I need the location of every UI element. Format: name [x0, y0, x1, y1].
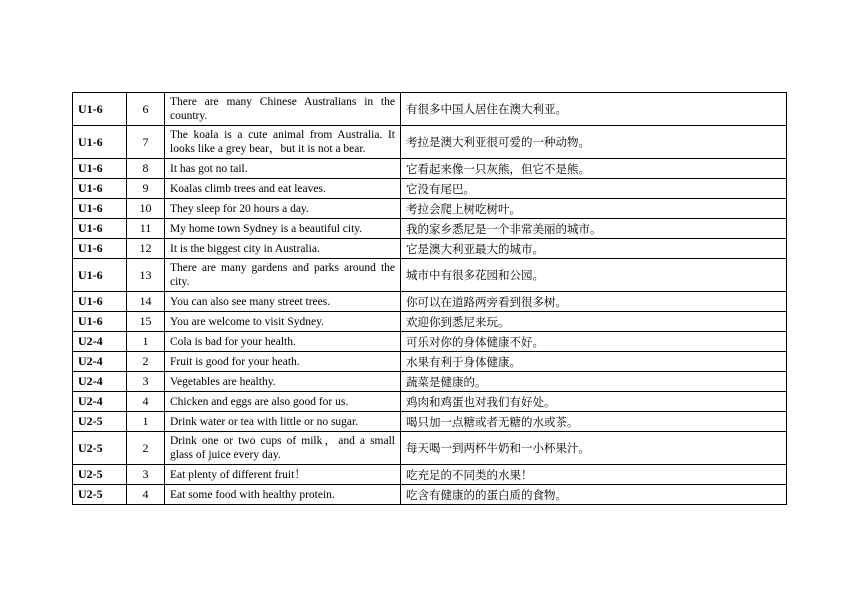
table-row [73, 412, 787, 432]
chinese-translation-cell: 喝只加一点糖或者无糖的水或茶。 [401, 412, 787, 432]
unit-cell: U1-6 [73, 312, 127, 332]
sentence-table-body [73, 93, 787, 505]
number-cell: 8 [127, 159, 165, 179]
table-row [73, 312, 787, 332]
chinese-translation-cell: 你可以在道路两旁看到很多树。 [401, 292, 787, 312]
chinese-translation-cell: 它没有尾巴。 [401, 179, 787, 199]
chinese-translation-cell: 它是澳大利亚最大的城市。 [401, 239, 787, 259]
unit-cell: U2-4 [73, 332, 127, 352]
number-cell: 4 [127, 392, 165, 412]
chinese-translation-cell: 有很多中国人居住在澳大利亚。 [401, 93, 787, 126]
english-sentence-cell: Drink water or tea with little or no sugar. [165, 412, 401, 432]
english-sentence-cell: There are many Chinese Australians in the country. [165, 93, 401, 126]
english-sentence-cell: They sleep for 20 hours a day. [165, 199, 401, 219]
unit-cell: U2-5 [73, 465, 127, 485]
table-row [73, 465, 787, 485]
table-row [73, 159, 787, 179]
number-cell: 9 [127, 179, 165, 199]
english-sentence-cell: Vegetables are healthy. [165, 372, 401, 392]
table-row [73, 392, 787, 412]
unit-cell: U1-6 [73, 93, 127, 126]
chinese-translation-cell: 考拉会爬上树吃树叶。 [401, 199, 787, 219]
number-cell: 13 [127, 259, 165, 292]
unit-cell: U1-6 [73, 259, 127, 292]
number-cell: 1 [127, 332, 165, 352]
table-row [73, 179, 787, 199]
unit-cell: U1-6 [73, 159, 127, 179]
unit-cell: U1-6 [73, 199, 127, 219]
chinese-translation-cell: 吃含有健康的的蛋白质的食物。 [401, 485, 787, 505]
unit-cell: U1-6 [73, 219, 127, 239]
table-row [73, 93, 787, 126]
number-cell: 3 [127, 465, 165, 485]
unit-cell: U1-6 [73, 179, 127, 199]
table-row [73, 332, 787, 352]
chinese-translation-cell: 水果有利于身体健康。 [401, 352, 787, 372]
english-sentence-cell: You can also see many street trees. [165, 292, 401, 312]
number-cell: 6 [127, 93, 165, 126]
number-cell: 3 [127, 372, 165, 392]
chinese-translation-cell: 蔬菜是健康的。 [401, 372, 787, 392]
number-cell: 1 [127, 412, 165, 432]
number-cell: 11 [127, 219, 165, 239]
english-sentence-cell: Cola is bad for your health. [165, 332, 401, 352]
number-cell: 2 [127, 432, 165, 465]
english-sentence-cell: There are many gardens and parks around the city. [165, 259, 401, 292]
sentence-table [72, 92, 787, 505]
unit-cell: U2-5 [73, 412, 127, 432]
english-sentence-cell: My home town Sydney is a beautiful city. [165, 219, 401, 239]
number-cell: 10 [127, 199, 165, 219]
number-cell: 4 [127, 485, 165, 505]
number-cell: 14 [127, 292, 165, 312]
english-sentence-cell: You are welcome to visit Sydney. [165, 312, 401, 332]
chinese-translation-cell: 鸡肉和鸡蛋也对我们有好处。 [401, 392, 787, 412]
unit-cell: U1-6 [73, 239, 127, 259]
chinese-translation-cell: 可乐对你的身体健康不好。 [401, 332, 787, 352]
table-row [73, 219, 787, 239]
english-sentence-cell: It has got no tail. [165, 159, 401, 179]
table-row [73, 292, 787, 312]
unit-cell: U2-4 [73, 392, 127, 412]
unit-cell: U2-5 [73, 485, 127, 505]
table-row [73, 352, 787, 372]
unit-cell: U2-4 [73, 352, 127, 372]
unit-cell: U1-6 [73, 292, 127, 312]
chinese-translation-cell: 考拉是澳大利亚很可爱的一种动物。 [401, 126, 787, 159]
english-sentence-cell: Eat plenty of different fruit！ [165, 465, 401, 485]
number-cell: 2 [127, 352, 165, 372]
table-row [73, 239, 787, 259]
chinese-translation-cell: 吃充足的不同类的水果！ [401, 465, 787, 485]
chinese-translation-cell: 它看起来像一只灰熊，但它不是熊。 [401, 159, 787, 179]
english-sentence-cell: It is the biggest city in Australia. [165, 239, 401, 259]
number-cell: 15 [127, 312, 165, 332]
english-sentence-cell: The koala is a cute animal from Australia. It looks like a grey bear，but it is not a bear. [165, 126, 401, 159]
english-sentence-cell: Fruit is good for your heath. [165, 352, 401, 372]
chinese-translation-cell: 每天喝一到两杯牛奶和一小杯果汁。 [401, 432, 787, 465]
number-cell: 12 [127, 239, 165, 259]
unit-cell: U2-5 [73, 432, 127, 465]
chinese-translation-cell: 城市中有很多花园和公园。 [401, 259, 787, 292]
table-row [73, 199, 787, 219]
table-row [73, 432, 787, 465]
table-row [73, 485, 787, 505]
table-row [73, 259, 787, 292]
table-row [73, 126, 787, 159]
english-sentence-cell: Chicken and eggs are also good for us. [165, 392, 401, 412]
chinese-translation-cell: 我的家乡悉尼是一个非常美丽的城市。 [401, 219, 787, 239]
english-sentence-cell: Koalas climb trees and eat leaves. [165, 179, 401, 199]
english-sentence-cell: Eat some food with healthy protein. [165, 485, 401, 505]
number-cell: 7 [127, 126, 165, 159]
chinese-translation-cell: 欢迎你到悉尼来玩。 [401, 312, 787, 332]
english-sentence-cell: Drink one or two cups of milk，and a small glass of juice every day. [165, 432, 401, 465]
unit-cell: U2-4 [73, 372, 127, 392]
table-row [73, 372, 787, 392]
unit-cell: U1-6 [73, 126, 127, 159]
